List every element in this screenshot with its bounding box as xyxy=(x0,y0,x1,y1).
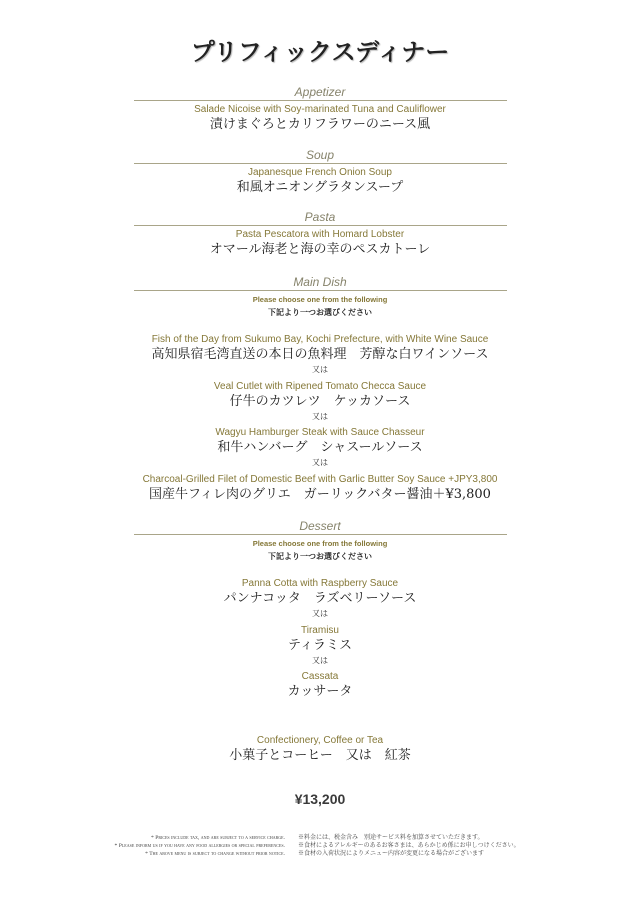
menu-item-name-ja: 和風オニオングラタンスープ xyxy=(236,180,404,195)
menu-item xyxy=(0,380,640,409)
main-dish-heading: Main Dish xyxy=(134,274,507,291)
footnote-line: * Prices include tax, and are subject to a service charge. xyxy=(151,835,285,841)
footnote-line: ※食材の入荷状況によりメニュー内容が変更になる場合がございます xyxy=(298,850,485,857)
menu-item-name-en: Veal Cutlet with Ripened Tomato Checca Sauce xyxy=(213,380,427,392)
menu-item-name-ja: 漬けまぐろとカリフラワーのニース風 xyxy=(209,117,431,132)
main-dish-section xyxy=(0,274,640,502)
menu-item-name-ja: オマール海老と海の幸のペスカトーレ xyxy=(209,242,431,257)
menu-title: プリフィックスディナー xyxy=(190,37,450,66)
menu-item-name-en: Salade Nicoise with Soy-marinated Tuna and Cauliflower xyxy=(194,104,446,115)
appetizer-section xyxy=(0,84,640,132)
choice-note-ja: 下記より一つお選びください xyxy=(268,551,372,561)
menu-item xyxy=(0,103,640,132)
footnote-line: ※食材によるアレルギーのあるお客さまは、あらかじめ係にお申しつけください。 xyxy=(298,842,520,849)
menu-item-name-ja: 和牛ハンバーグ シャスールソース xyxy=(217,440,423,455)
menu-item xyxy=(0,228,640,257)
appetizer-heading: Appetizer xyxy=(134,84,507,101)
menu-item-name-ja: 高知県宿毛湾直送の本日の魚料理 芳醇な白ワインソース xyxy=(151,347,489,362)
pasta-section xyxy=(0,209,640,257)
menu-item xyxy=(0,166,640,195)
menu-item-name-ja: パンナコッタ ラズベリーソース xyxy=(223,591,417,606)
footnote-line: * Please inform us if you have any food allergies or special preferences. xyxy=(114,843,285,849)
footnote-line: * The above menu is subject to change without prior notice. xyxy=(145,851,285,857)
menu-item-name-en: Charcoal-Grilled Filet of Domestic Beef with Garlic Butter Soy Sauce +JPY3,800 xyxy=(142,473,498,485)
menu-item-name-en: Panna Cotta with Raspberry Sauce xyxy=(241,578,399,589)
or-separator: 又は xyxy=(312,458,328,467)
choice-note-en: Please choose one from the following xyxy=(252,295,388,304)
or-separator: 又は xyxy=(312,411,328,421)
pasta-heading: Pasta xyxy=(134,209,507,226)
soup-heading: Soup xyxy=(134,147,507,164)
menu-item xyxy=(0,670,640,699)
menu-item-name-ja: 仔牛のカツレツ ケッカソース xyxy=(229,393,411,409)
or-separator: 又は xyxy=(312,365,328,374)
menu-item-name-en: Confectionery, Coffee or Tea xyxy=(256,735,384,746)
menu-item-name-ja: 小菓子とコーヒー 又は 紅茶 xyxy=(229,748,411,763)
footnotes-en xyxy=(115,834,285,858)
menu-item xyxy=(0,734,640,763)
menu-item xyxy=(0,426,640,455)
menu-item-name-en: Pasta Pescatora with Homard Lobster xyxy=(235,229,405,240)
or-separator: 又は xyxy=(312,655,328,665)
menu-item-name-en: Cassata xyxy=(301,671,339,682)
menu-item xyxy=(0,333,640,362)
or-separator: 又は xyxy=(312,609,328,618)
choice-note-en: Please choose one from the following xyxy=(252,539,388,548)
menu-item xyxy=(0,577,640,606)
menu-item-name-en: Japanesque French Onion Soup xyxy=(248,167,392,178)
menu-item-name-en: Tiramisu xyxy=(301,624,339,636)
dessert-section xyxy=(0,518,640,699)
dessert-heading: Dessert xyxy=(134,518,507,535)
choice-note-ja: 下記より一つお選びください xyxy=(268,307,372,317)
footnotes-ja xyxy=(298,834,520,858)
soup-section xyxy=(0,147,640,195)
menu-item-name-ja: カッサータ xyxy=(287,684,353,699)
menu-item xyxy=(0,473,640,502)
menu-item-name-ja: 国産牛フィレ肉のグリエ ガーリックバター醤油＋¥3,800 xyxy=(149,486,491,502)
coffee-section xyxy=(0,734,640,763)
menu-item-name-en: Fish of the Day from Sukumo Bay, Kochi Prefecture, with White Wine Sauce xyxy=(151,334,489,345)
menu-item-name-ja: ティラミス xyxy=(288,637,352,653)
footnote-line: ※料金には、税金含み 別途サービス料を加算させていただきます。 xyxy=(298,834,484,841)
course-price: ¥13,200 xyxy=(294,791,346,807)
menu-item-name-en: Wagyu Hamburger Steak with Sauce Chasseur xyxy=(215,427,425,438)
menu-item xyxy=(0,624,640,653)
